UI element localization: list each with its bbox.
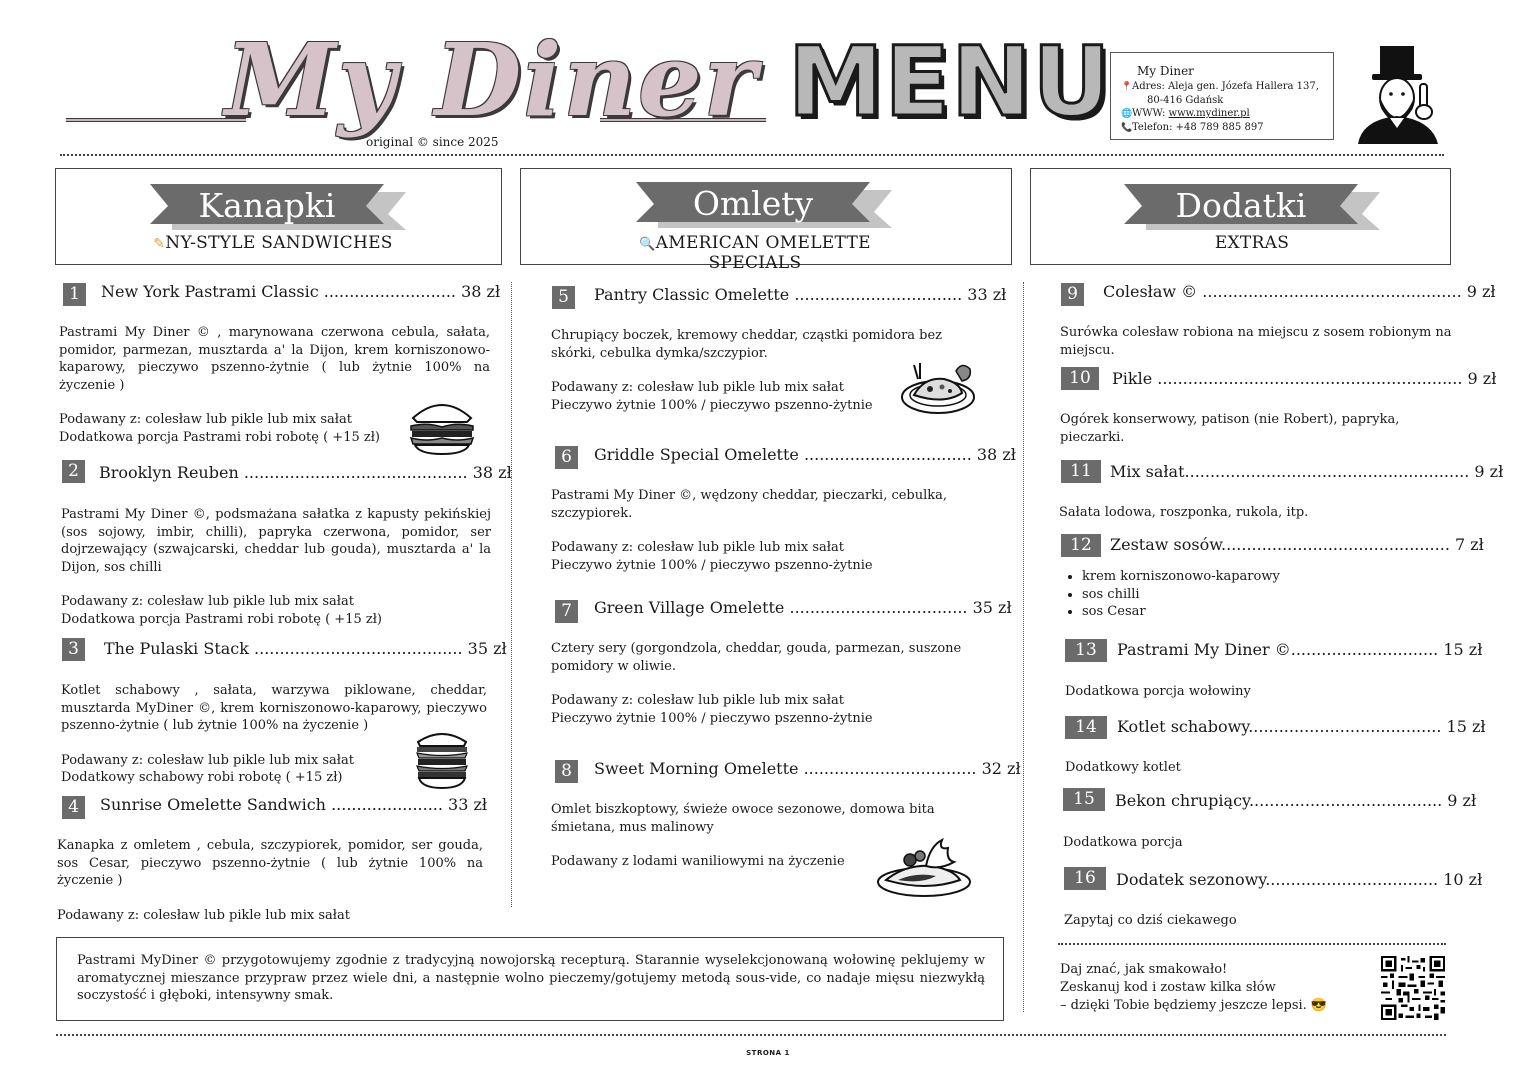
globe-icon: 🌐 (1121, 109, 1133, 119)
phone-number[interactable]: Telefon: +48 789 885 897 (1132, 122, 1264, 133)
section-title-omlety: Omlety (692, 184, 814, 223)
item-number: 8 (555, 760, 578, 783)
item-number: 3 (62, 638, 85, 661)
item-description: Surówka colesław robiona na miejscu z sosem robionym na miejscu. (1060, 325, 1452, 358)
section-title-kanapki: Kanapki (198, 186, 336, 225)
page-number: STRONA 1 (746, 1049, 790, 1057)
item-description: Pastrami My Diner ©, podsmażana sałatka z kapusty pekińskiej (sos sojowy, imbir, chilli), papryka czerwona, pomidor, ser dojrzewający (szwajcarski, cheddar lub gouda), musztarda a' la Dijon, sos chilli Podawany z: colesław lub pikle lub mix sałat Dodatkowa porcja Pastrami robi robotę ( +15 zł) (61, 507, 491, 627)
list-item: • sos chilli (1082, 586, 1442, 604)
address-line-1: Adres: Aleja gen. Józefa Hallera 137, (1132, 81, 1319, 92)
item-description: Ogórek konserwowy, patison (nie Robert), papryka, pieczarki. (1060, 412, 1400, 445)
dessert-omelette-icon (876, 836, 972, 898)
sauce-list (1062, 568, 1442, 621)
sandwich-icon (406, 396, 478, 456)
section-subtitle-omlety: 🔍AMERICAN OMELETTE SPECIALS (639, 233, 871, 273)
item-title: Zestaw sosów............................................. 7 zł (1110, 535, 1484, 554)
item-description: Chrupiący boczek, kremowy cheddar, cząstki pomidora bez skórki, cebulka dymka/szczypior. Podawany z: colesław lub pikle lub mix sałat Pieczywo żytnie 100% / pieczywo pszenno-żytnie (551, 328, 943, 413)
item-number: 6 (555, 446, 578, 469)
phone-icon: 📞 (1121, 123, 1133, 133)
item-description: Sałata lodowa, roszponka, rukola, itp. (1059, 505, 1309, 520)
item-number: 10 (1061, 367, 1099, 390)
pastrami-note: Pastrami MyDiner © przygotowujemy zgodnie z tradycyjną nowojorską recepturą. Starannie wyselekcjonowaną wołowinę peklujemy w aromatycznej mieszance przypraw przez wiele dni, a następnie wolno pieczemy/gotujemy metodą sous-vide, co nadaje mięsu niezwykłą soczystość i głęboki, intensywny smak. (56, 937, 1004, 1021)
item-title: Dodatek sezonowy.................................. 10 zł (1116, 870, 1483, 889)
section-title-dodatki: Dodatki (1175, 186, 1307, 225)
item-description: Kanapka z omletem , cebula, szczypiorek, pomidor, ser gouda, sos Cesar, pieczywo pszenno-żytnie ( lub żytnie 100% na życzenie ) Podawany z: colesław lub pikle lub mix sałat (57, 838, 483, 923)
since-label: original © since 2025 (366, 135, 499, 149)
item-title: Green Village Omelette ................................... 35 zł (594, 598, 1012, 617)
item-description: Kotlet schabowy , sałata, warzywa piklowane, cheddar, musztarda MyDiner ©, krem korniszonowo-kaparowy, pieczywo pszenno-żytnie ( lub żytnie 100% na życzenie ) Podawany z: colesław lub pikle lub mix sałat Dodatkowy schabowy robi robotę ( +15 zł) (61, 683, 487, 785)
item-title: Mix sałat........................................................ 9 zł (1110, 462, 1504, 481)
section-subtitle-dodatki: EXTRAS (1214, 233, 1290, 253)
item-title: New York Pastrami Classic .......................... 38 zł (101, 282, 501, 301)
item-title: The Pulaski Stack ......................................... 35 zł (104, 639, 507, 658)
item-title: Kotlet schabowy...................................... 15 zł (1117, 717, 1486, 736)
address-line-2: 80-416 Gdańsk (1147, 95, 1224, 106)
item-description (1062, 568, 1442, 621)
item-description: Dodatkowa porcja (1063, 835, 1183, 850)
item-number: 2 (62, 460, 85, 483)
item-title: Sweet Morning Omelette .................................. 32 zł (594, 759, 1021, 778)
magnifier-icon: 🔍 (639, 237, 656, 252)
pencil-icon: ✎ (153, 236, 166, 252)
feedback-text: Daj znać, jak smakowało! Zeskanuj kod i zostaw kilka słów – dzięki Tobie będziemy jeszcze lepsi. 😎 (1060, 962, 1328, 1013)
logo-underline-left (66, 118, 246, 122)
item-title: Pikle ............................................................ 9 zł (1112, 369, 1497, 388)
section-subtitle-kanapki: ✎NY-STYLE SANDWICHES (153, 233, 393, 253)
www-label: WWW: (1132, 108, 1169, 119)
item-description: Pastrami My Diner © , marynowana czerwona cebula, sałata, pomidor, parmezan, musztarda a' la Dijon, krem korniszonowo-kaparowy, pieczywo pszenno-żytnie ( lub żytnie 100% na życzenie ) Podawany z: colesław lub pikle lub mix sałat Dodatkowa porcja Pastrami robi robotę ( +15 zł) (59, 325, 490, 445)
item-title: Pantry Classic Omelette ................................. 33 zł (594, 285, 1007, 304)
item-title: Griddle Special Omelette ................................. 38 zł (594, 445, 1016, 464)
item-number: 7 (555, 600, 578, 623)
contact-box (1110, 52, 1334, 140)
item-number: 5 (552, 286, 575, 309)
dodatki-banner (1124, 184, 1380, 230)
item-description: Cztery sery (gorgondzola, cheddar, gouda, parmezan, suszone pomidory w oliwie. Podawany z: colesław lub pikle lub mix sałat Pieczywo żytnie 100% / pieczywo pszenno-żytnie (551, 641, 962, 726)
item-number: 13 (1065, 639, 1107, 662)
column-divider-left (511, 282, 512, 907)
item-number: 16 (1064, 867, 1106, 890)
kanapki-banner (150, 184, 406, 230)
item-number: 4 (62, 796, 85, 819)
pin-icon: 📍 (1121, 82, 1133, 92)
omelette-plate-icon (900, 357, 976, 415)
contact-name: My Diner (1137, 64, 1194, 78)
item-title: Bekon chrupiący...................................... 9 zł (1115, 791, 1477, 810)
qr-code-icon[interactable] (1381, 956, 1445, 1020)
header-divider (60, 154, 1444, 156)
omlety-banner (636, 182, 892, 228)
list-item: • sos Cesar (1082, 603, 1442, 621)
list-item: • krem korniszonowo-kaparowy (1082, 568, 1442, 586)
footer-divider (56, 1034, 1446, 1036)
column-divider-right (1023, 282, 1024, 1012)
feedback-divider (1058, 943, 1446, 945)
item-title: Brooklyn Reuben ............................................ 38 zł (99, 463, 512, 482)
item-title: Colesław © ................................................... 9 zł (1103, 282, 1496, 301)
item-number: 12 (1061, 534, 1101, 557)
item-number: 11 (1061, 460, 1101, 483)
item-description: Omlet biszkoptowy, świeże owoce sezonowe, domowa bita śmietana, mus malinowy Podawany z lodami waniliowymi na życzenie (551, 802, 935, 869)
menu-title: MENU (788, 26, 1112, 138)
stacked-sandwich-icon (412, 728, 472, 790)
item-number: 15 (1063, 788, 1105, 811)
item-title: Pastrami My Diner ©............................. 15 zł (1117, 640, 1483, 659)
website-link[interactable]: www.mydiner.pl (1168, 108, 1250, 119)
item-description: Dodatkowy kotlet (1065, 760, 1181, 775)
item-number: 1 (63, 283, 86, 306)
item-description: Dodatkowa porcja wołowiny (1065, 684, 1251, 699)
item-number: 14 (1065, 716, 1107, 739)
item-description: Pastrami My Diner ©, wędzony cheddar, pieczarki, cebulka, szczypiorek. Podawany z: colesław lub pikle lub mix sałat Pieczywo żytnie 100% / pieczywo pszenno-żytnie (551, 488, 948, 573)
item-title: Sunrise Omelette Sandwich ...................... 33 zł (100, 795, 488, 814)
diner-logo: My Diner (225, 21, 759, 139)
lincoln-illustration-icon (1352, 44, 1444, 144)
item-description: Zapytaj co dziś ciekawego (1064, 913, 1237, 928)
item-number: 9 (1061, 283, 1084, 306)
